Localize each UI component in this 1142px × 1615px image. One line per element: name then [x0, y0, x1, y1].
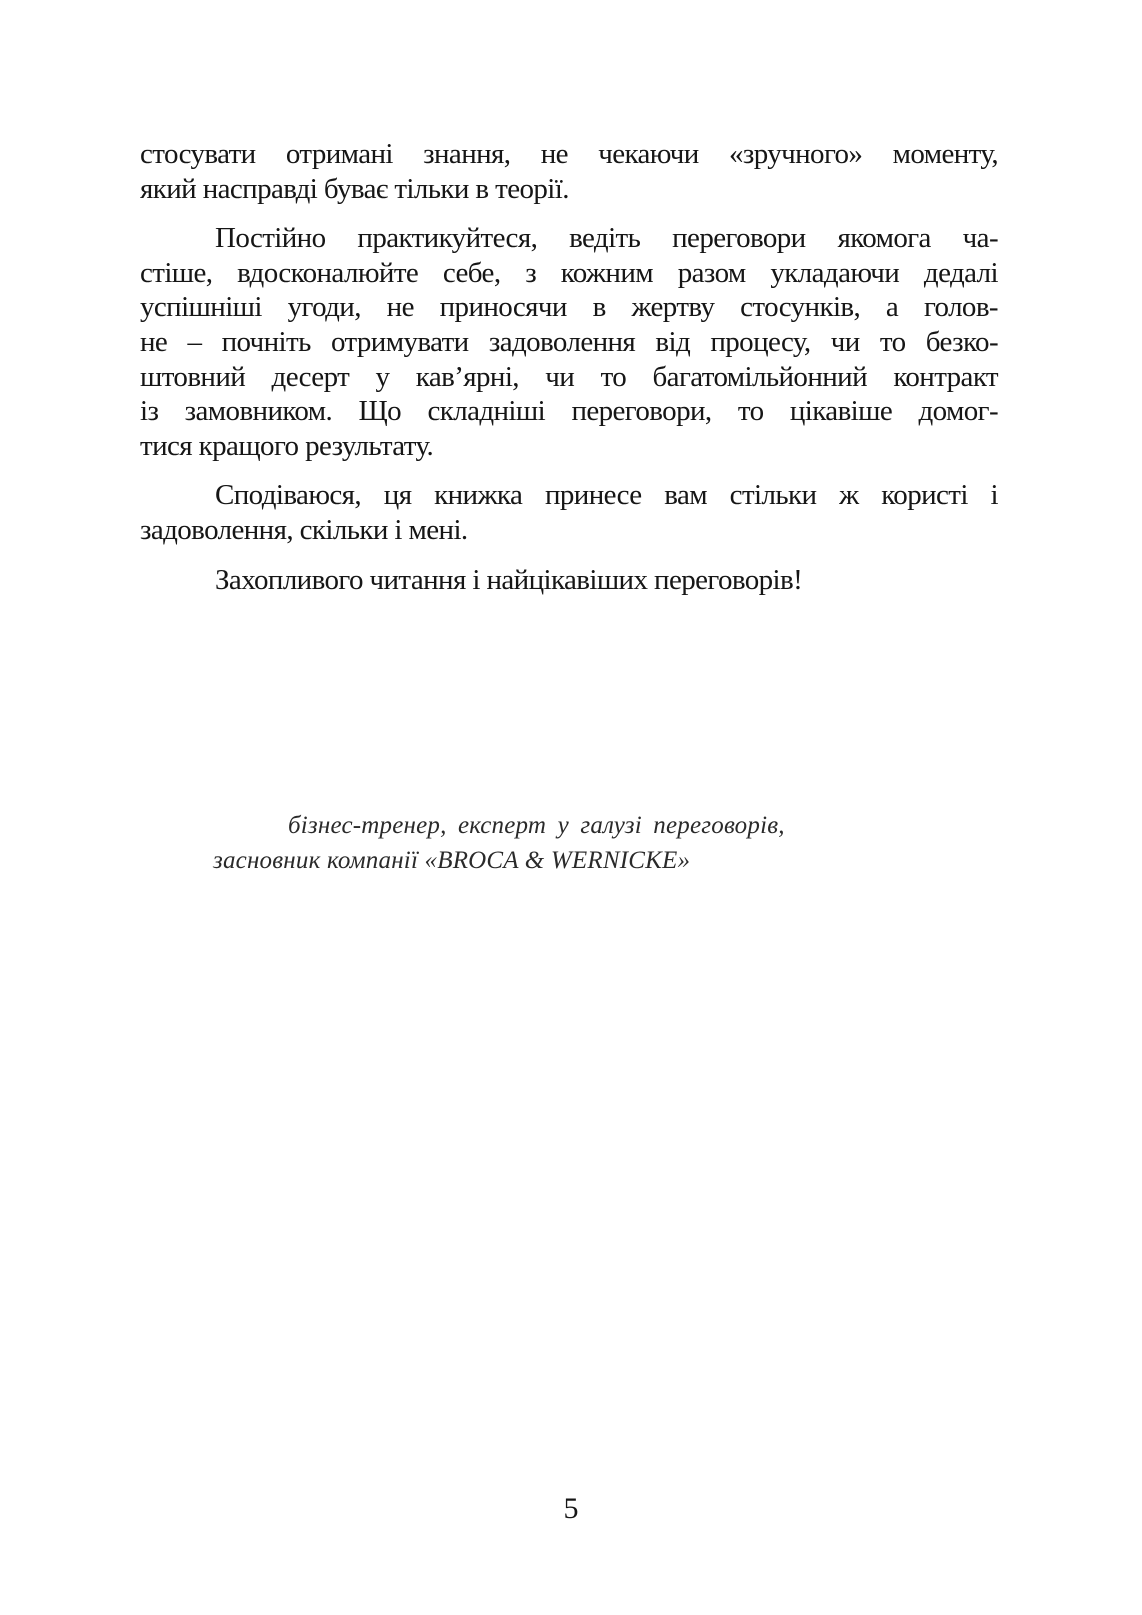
author-title-line: бізнес-тренер, експерт у галузі переговорів,	[288, 812, 785, 839]
text-line: із замовником. Що складніші переговори, то цікавіше домог-	[140, 395, 998, 428]
text-line: який насправді буває тільки в теорії.	[140, 172, 569, 205]
text-line: тися кращого результату.	[140, 429, 434, 462]
text-line: успішніші угоди, не приносячи в жертву стосунків, а голов-	[140, 291, 998, 324]
text-line: Захопливого читання і найцікавіших переговорів!	[215, 563, 803, 596]
text-line: задоволення, скільки і мені.	[140, 513, 468, 546]
paragraph-3	[140, 478, 998, 547]
text-line: Сподіваюся, ця книжка принесе вам стільки ж користі і	[215, 479, 998, 512]
author-signature	[213, 808, 813, 878]
paragraph-4	[140, 563, 998, 598]
paragraph-2	[140, 221, 998, 463]
text-line: Постійно практикуйтеся, ведіть переговори якомога ча-	[215, 222, 998, 255]
author-company-line: засновник компанії «BROCA & WERNICKE»	[213, 847, 691, 874]
text-line: стосувати отримані знання, не чекаючи «зручного» моменту,	[140, 138, 998, 170]
body-text	[140, 137, 998, 612]
paragraph-1	[140, 137, 998, 206]
text-line: стіше, вдосконалюйте себе, з кожним разом укладаючи дедалі	[140, 256, 998, 289]
page-number: 5	[563, 1492, 579, 1525]
text-line: штовний десерт у кав’ярні, чи то багатомільйонний контракт	[140, 360, 998, 393]
text-line: не – почніть отримувати задоволення від процесу, чи то безко-	[140, 325, 998, 358]
